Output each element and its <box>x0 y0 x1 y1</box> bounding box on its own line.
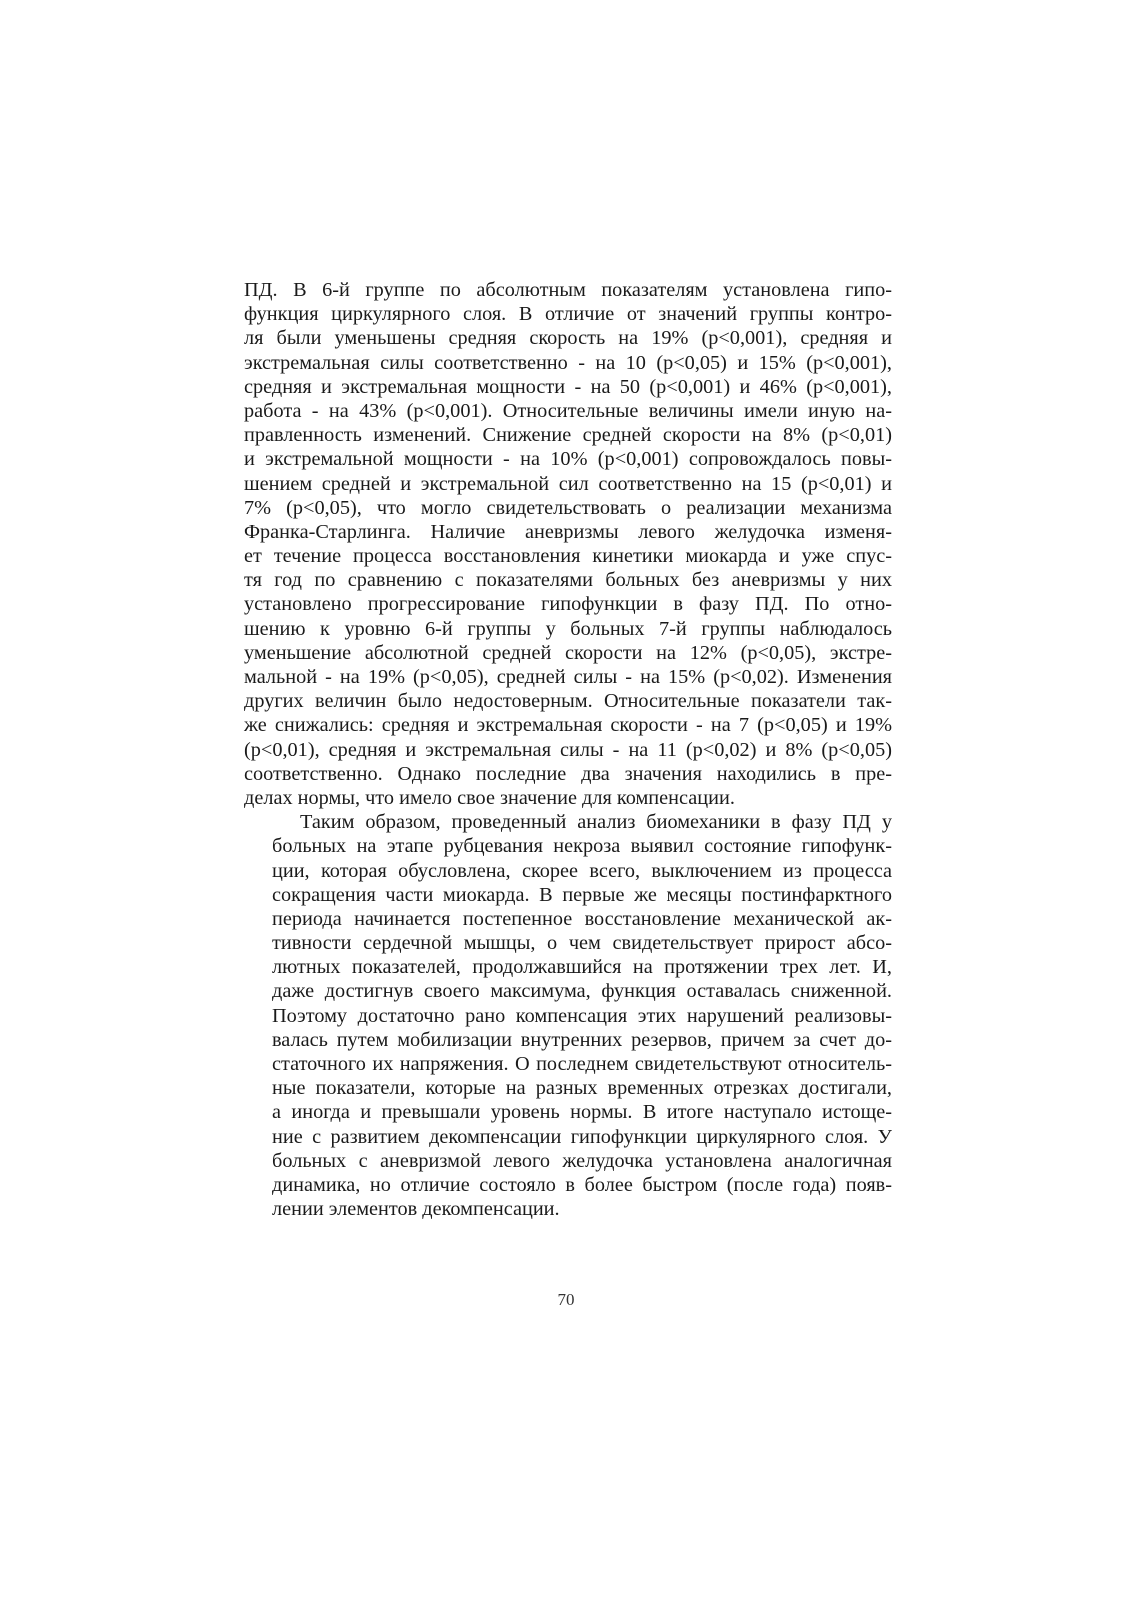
text-line: шением средней и экстремальной сил соответственно на 15 (р<0,01) и <box>244 472 892 495</box>
text-line: средняя и экстремальная мощности - на 50 (р<0,001) и 46% (р<0,001), <box>244 375 892 398</box>
text-line: шению к уровню 6-й группы у больных 7-й группы наблюдалось <box>244 617 892 640</box>
text-line: экстремальная силы соответственно - на 10 (р<0,05) и 15% (р<0,001), <box>244 351 892 374</box>
text-line: даже достигнув своего максимума, функция оставалась сниженной. <box>272 980 892 1003</box>
text-line: других величин было недостоверным. Относительные показатели так- <box>244 690 892 713</box>
text-line: (р<0,01), средняя и экстремальная силы - на 11 (р<0,02) и 8% (р<0,05) <box>244 738 892 761</box>
text-line: больных на этапе рубцевания некроза выявил состояние гипофунк- <box>272 835 892 858</box>
text-line: больных с аневризмой левого желудочка установлена аналогичная <box>272 1149 892 1172</box>
text-line: правленность изменений. Снижение средней скорости на 8% (р<0,01) <box>244 424 892 447</box>
text-line: 7% (р<0,05), что могло свидетельствовать о реализации механизма <box>244 496 892 519</box>
text-line: статочного их напряжения. О последнем свидетельствуют относитель- <box>272 1053 892 1075</box>
text-line: делах нормы, что имело свое значение для компенсации. <box>244 786 735 809</box>
body-text <box>244 278 892 1221</box>
text-line: функция циркулярного слоя. В отличие от значений группы контро- <box>244 303 892 326</box>
text-line: мальной - на 19% (р<0,05), средней силы - на 15% (р<0,02). Изменения <box>244 666 892 688</box>
text-line: ции, которая обусловлена, скорее всего, выключением из процесса <box>272 859 892 882</box>
text-line: тя год по сравнению с показателями больных без аневризмы у них <box>244 569 892 592</box>
text-line: лении элементов декомпенсации. <box>272 1198 560 1221</box>
text-line: установлено прогрессирование гипофункции в фазу ПД. По отно- <box>244 593 892 616</box>
text-line: динамика, но отличие состояло в более быстром (после года) появ- <box>272 1173 892 1196</box>
text-line: сокращения части миокарда. В первые же месяцы постинфарктного <box>272 883 892 906</box>
text-line: ние с развитием декомпенсации гипофункции циркулярного слоя. У <box>272 1125 892 1148</box>
text-line: соответственно. Однако последние два значения находились в пре- <box>244 762 892 785</box>
text-line: ет течение процесса восстановления кинетики миокарда и уже спус- <box>244 545 892 568</box>
text-line: ПД. В 6-й группе по абсолютным показателям установлена гипо- <box>244 279 892 301</box>
text-line: валась путем мобилизации внутренних резервов, причем за счет до- <box>272 1028 892 1051</box>
text-line: тивности сердечной мышцы, о чем свидетельствует прирост абсо- <box>272 932 892 955</box>
text-line: лютных показателей, продолжавшийся на протяжении трех лет. И, <box>272 956 892 979</box>
text-line: работа - на 43% (р<0,001). Относительные величины имели иную на- <box>244 399 892 422</box>
text-line: ля были уменьшены средняя скорость на 19% (р<0,001), средняя и <box>244 327 892 350</box>
text-line: Франка-Старлинга. Наличие аневризмы левого желудочка изменя- <box>244 520 892 543</box>
text-line: Таким образом, проведенный анализ биомеханики в фазу ПД у <box>300 811 892 834</box>
text-line: же снижались: средняя и экстремальная скорости - на 7 (р<0,05) и 19% <box>244 714 892 737</box>
paragraph-1 <box>244 278 892 810</box>
paragraph-2 <box>244 810 892 1221</box>
page-number: 70 <box>557 1290 575 1309</box>
text-line: Поэтому достаточно рано компенсация этих нарушений реализовы- <box>272 1004 892 1027</box>
text-line: а иногда и превышали уровень нормы. В итоге наступало истоще- <box>272 1101 892 1124</box>
text-line: ные показатели, которые на разных временных отрезках достигали, <box>272 1077 892 1100</box>
text-line: периода начинается постепенное восстановление механической ак- <box>272 907 892 930</box>
text-line: и экстремальной мощности - на 10% (р<0,001) сопровождалось повы- <box>244 448 892 471</box>
text-line: уменьшение абсолютной средней скорости на 12% (р<0,05), экстре- <box>244 641 892 664</box>
